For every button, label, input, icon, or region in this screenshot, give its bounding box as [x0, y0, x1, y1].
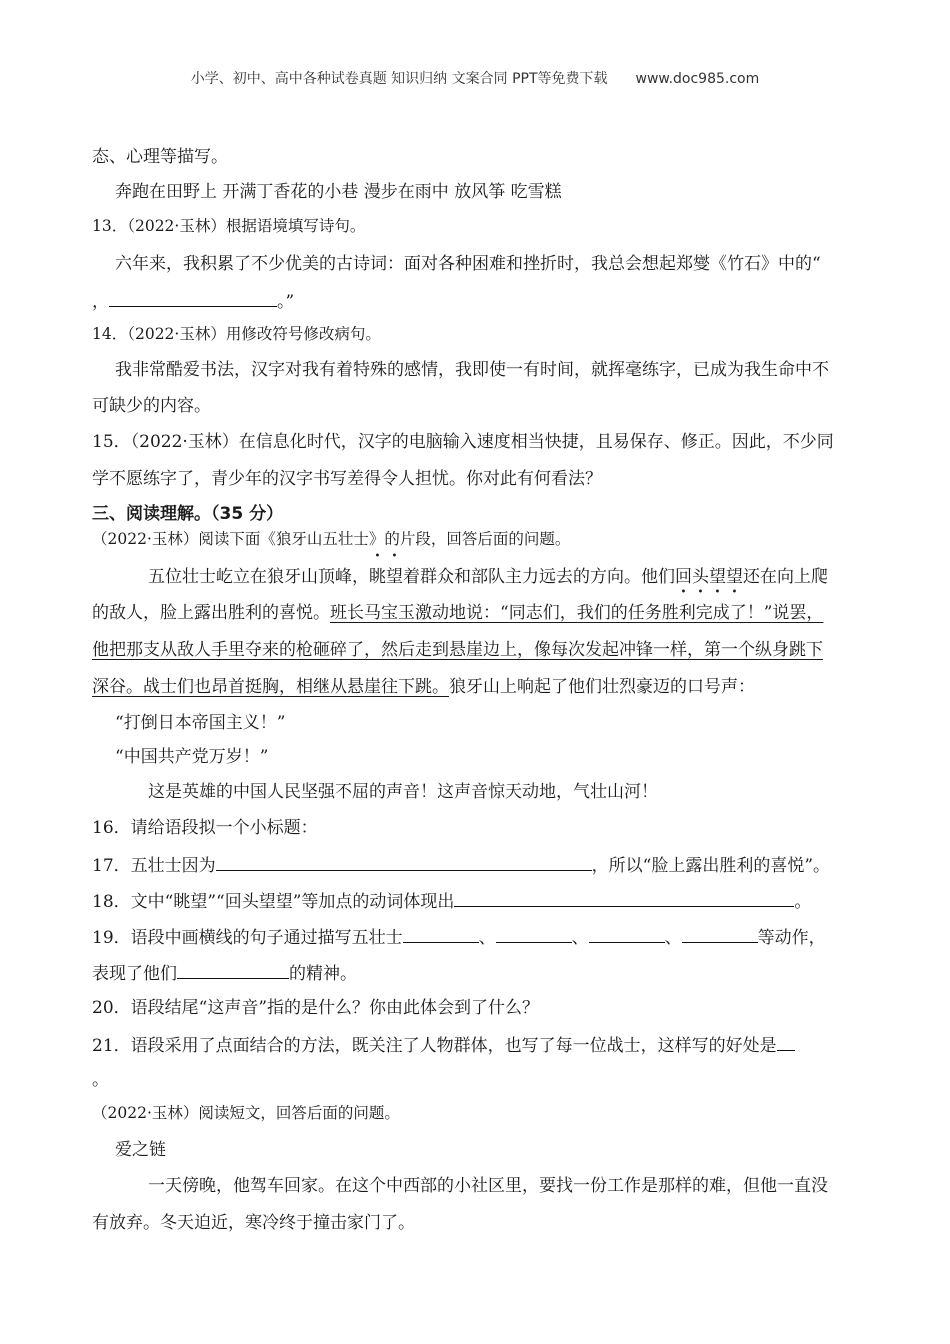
question-17: 17．五壮士因为 ，所以“脸上露出胜利的喜悦”。 — [92, 852, 830, 878]
answer-blank[interactable] — [496, 924, 572, 943]
question-20: 20．语段结尾“这声音”指的是什么？你由此体会到了什么？ — [92, 998, 540, 1018]
passage-line-4: 深谷。战士们也昂首挺胸，相继从悬崖往下跳。狼牙山上响起了他们壮烈豪迈的口号声： — [92, 677, 755, 697]
reading-2-intro: （2022·玉林）阅读短文，回答后面的问题。 — [92, 1104, 400, 1122]
passage-line-5: 这是英雄的中国人民坚强不屈的声音！这声音惊天动地，气壮山河！ — [148, 782, 658, 802]
question-21-end: 。 — [92, 1070, 109, 1090]
answer-blank[interactable] — [403, 924, 479, 943]
answer-blank[interactable] — [777, 1032, 795, 1051]
story-title: 爱之链 — [115, 1140, 166, 1160]
question-13: 13．（2022·玉林）根据语境填写诗句。 — [92, 217, 366, 235]
page-header — [0, 68, 950, 88]
question-15-line-1: 15．（2022·玉林）在信息化时代，汉字的电脑输入速度相当快捷，且易保存、修正。因此，不少同 — [92, 432, 834, 452]
story-line-1: 一天傍晚，他驾车回家。在这个中西部的小社区里，要找一份工作是那样的难，但他一直没 — [148, 1176, 828, 1196]
answer-blank[interactable] — [682, 924, 758, 943]
answer-blank[interactable] — [177, 960, 289, 979]
answer-blank[interactable] — [454, 888, 794, 907]
answer-blank[interactable] — [216, 852, 592, 871]
slogan-1: “打倒日本帝国主义！” — [115, 713, 286, 733]
question-21: 21．语段采用了点面结合的方法，既关注了人物群体，也写了每一位战士，这样写的好处是 — [92, 1032, 795, 1058]
passage-line-1: 五位壮士屹立在狼牙山顶峰，眺望着群众和部队主力远去的方向。他们回头望望还在向上爬 — [148, 567, 828, 587]
question-14-text-2: 可缺少的内容。 — [92, 396, 211, 416]
section-heading: 三、阅读理解。（35 分） — [92, 504, 284, 524]
slogan-2: “中国共产党万岁！” — [115, 747, 269, 767]
question-13-answer: ， 。” — [92, 288, 294, 314]
word-options: 奔跑在田野上 开满丁香花的小巷 漫步在雨中 放风筝 吃雪糕 — [115, 182, 562, 202]
question-15-line-2: 学不愿练字了，青少年的汉字书写差得令人担忧。你对此有何看法？ — [92, 469, 602, 489]
story-line-2: 有放弃。冬天迫近，寒冷终于撞击家门了。 — [92, 1213, 415, 1233]
question-16: 16．请给语段拟一个小标题： — [92, 818, 318, 838]
answer-blank[interactable] — [109, 288, 277, 307]
text-line: 态、心理等描写。 — [92, 147, 228, 167]
question-14-text-1: 我非常酷爱书法，汉字对我有着特殊的感情，我即使一有时间，就挥毫练字，已成为我生命中不 — [115, 360, 829, 380]
underlined-sentence: 班长马宝玉激动地说：“同志们，我们的任务胜利完成了！”说罢， — [330, 603, 824, 623]
answer-blank[interactable] — [589, 924, 665, 943]
header-site-link[interactable]: www.doc985.com — [635, 71, 760, 87]
question-14: 14．（2022·玉林）用修改符号修改病句。 — [92, 325, 381, 343]
question-13-text: 六年来，我积累了不少优美的古诗词：面对各种困难和挫折时，我总会想起郑燮《竹石》中的“ — [115, 254, 821, 274]
passage-line-3: 他把那支从敌人手里夺来的枪砸碎了，然后走到悬崖边上，像每次发起冲锋一样，第一个纵身跳下 — [92, 640, 823, 660]
question-19: 19．语段中画横线的句子通过描写五壮士 、 、 、 等动作， — [92, 924, 826, 950]
question-19-line-2: 表现了他们 的精神。 — [92, 960, 357, 986]
passage-line-2: 的敌人，脸上露出胜利的喜悦。班长马宝玉激动地说：“同志们，我们的任务胜利完成了！”说罢， — [92, 603, 824, 623]
header-text: 小学、初中、高中各种试卷真题 知识归纳 文案合同 PPT等免费下载 — [190, 71, 608, 87]
reading-1-intro: （2022·玉林）阅读下面《狼牙山五壮士》的片段，回答后面的问题。 — [92, 530, 571, 548]
question-18: 18．文中“眺望”“回头望望”等加点的动词体现出 。 — [92, 888, 811, 914]
